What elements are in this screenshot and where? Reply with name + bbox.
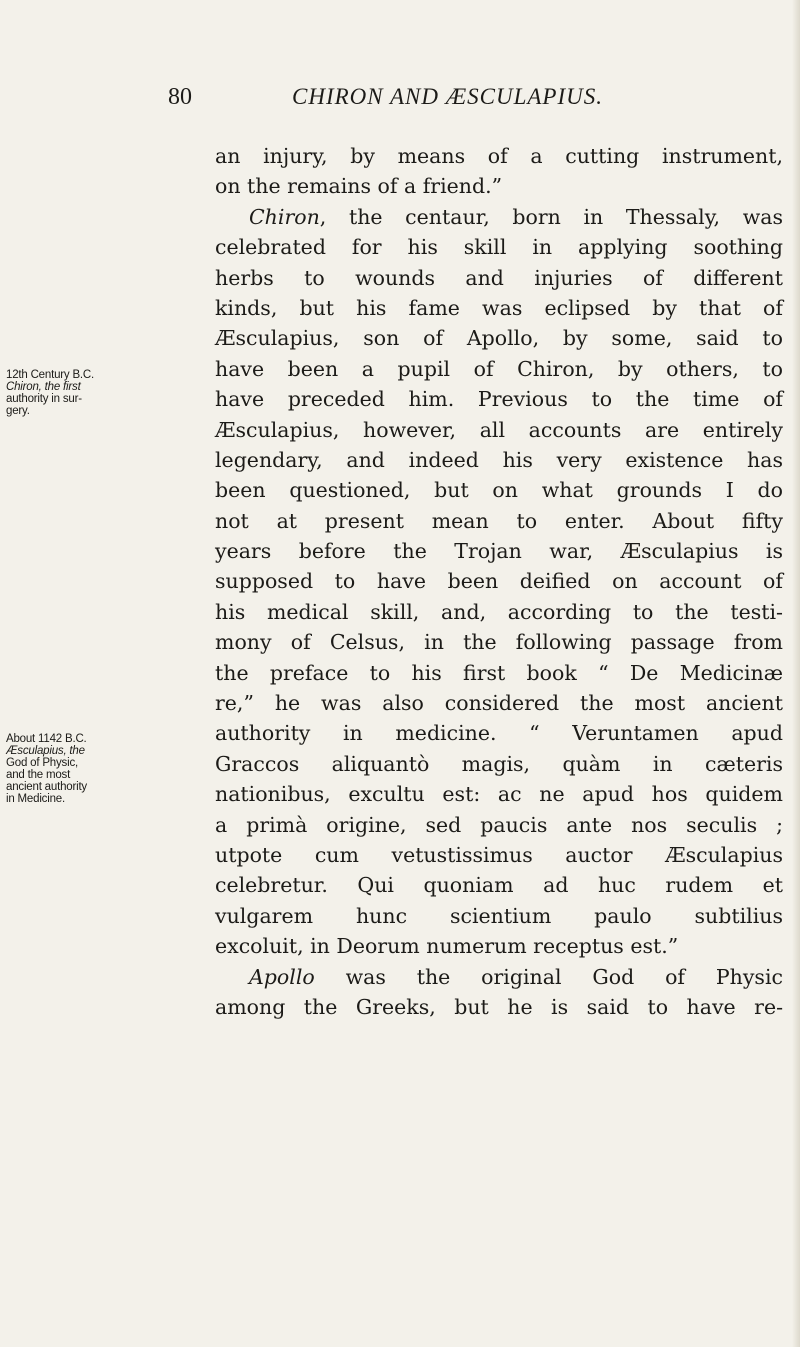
- margin-note-line: God of Physic,: [6, 757, 78, 769]
- margin-note-line: ancient authority: [6, 781, 87, 793]
- margin-note-line: in Medicine.: [6, 793, 65, 805]
- body-line: Chiron, the centaur, born in Thessaly, was: [249, 204, 783, 229]
- body-line: mony of Celsus, in the following passage from: [215, 630, 783, 655]
- body-line: Æsculapius, son of Apollo, by some, said to: [215, 326, 783, 351]
- body-line: celebrated for his skill in applying soothing: [215, 235, 783, 260]
- body-line: his medical skill, and, according to the testi-: [215, 599, 783, 624]
- body-line: the preface to his first book “ De Medicinæ: [215, 660, 783, 685]
- margin-note-chiron: [6, 369, 206, 417]
- body-line: nationibus, excultu est: ac ne apud hos quidem: [215, 782, 783, 807]
- body-line: an injury, by means of a cutting instrument,: [215, 144, 783, 168]
- margin-note-line: gery.: [6, 405, 30, 417]
- body-line: have been a pupil of Chiron, by others, to: [215, 356, 783, 381]
- body-line: kinds, but his fame was eclipsed by that of: [215, 295, 783, 320]
- body-line: re,” he was also considered the most ancient: [215, 691, 783, 716]
- italic-name: Chiron: [249, 204, 320, 229]
- body-line: utpote cum vetustissimus auctor Æsculapius: [215, 842, 783, 867]
- body-line: Graccos aliquantò magis, quàm in cæteris: [215, 751, 783, 776]
- page-header: [0, 84, 800, 124]
- body-line: among the Greeks, but he is said to have re-: [215, 994, 783, 1019]
- body-line: supposed to have been deified on account of: [215, 569, 783, 594]
- margin-note-line: Chiron, the first: [6, 381, 81, 393]
- body-line: on the remains of a friend.”: [215, 174, 503, 199]
- body-line: excoluit, in Deorum numerum receptus est.”: [215, 934, 679, 959]
- italic-name: Apollo: [249, 964, 315, 989]
- margin-note-line: About 1142 B.C.: [6, 733, 87, 745]
- body-line: vulgarem hunc scientium paulo subtilius: [215, 903, 783, 928]
- margin-note-line: Æsculapius, the: [6, 745, 85, 757]
- body-line: a primà origine, sed paucis ante nos seculis ;: [215, 812, 783, 837]
- body-line: celebretur. Qui quoniam ad huc rudem et: [215, 873, 783, 898]
- body-line: herbs to wounds and injuries of different: [215, 265, 783, 290]
- body-line: authority in medicine. “ Veruntamen apud: [215, 721, 783, 746]
- body-line: Apollo was the original God of Physic: [249, 964, 783, 989]
- margin-note-line: 12th Century B.C.: [6, 369, 95, 381]
- page-number: 80: [168, 84, 192, 110]
- body-line: Æsculapius, however, all accounts are entirely: [215, 417, 783, 442]
- body-line: legendary, and indeed his very existence has: [215, 447, 783, 472]
- margin-note-line: authority in sur-: [6, 393, 82, 405]
- body-line: years before the Trojan war, Æsculapius is: [215, 539, 783, 564]
- margin-note-aesculapius: [6, 733, 206, 805]
- page-edge: [792, 0, 800, 1347]
- running-head: CHIRON AND ÆSCULAPIUS.: [292, 84, 604, 109]
- body-line: been questioned, but on what grounds I do: [215, 478, 783, 503]
- margin-note-line: and the most: [6, 769, 71, 781]
- body-line: have preceded him. Previous to the time of: [215, 387, 783, 412]
- body-text: [215, 141, 783, 1022]
- body-line: not at present mean to enter. About fifty: [215, 508, 783, 533]
